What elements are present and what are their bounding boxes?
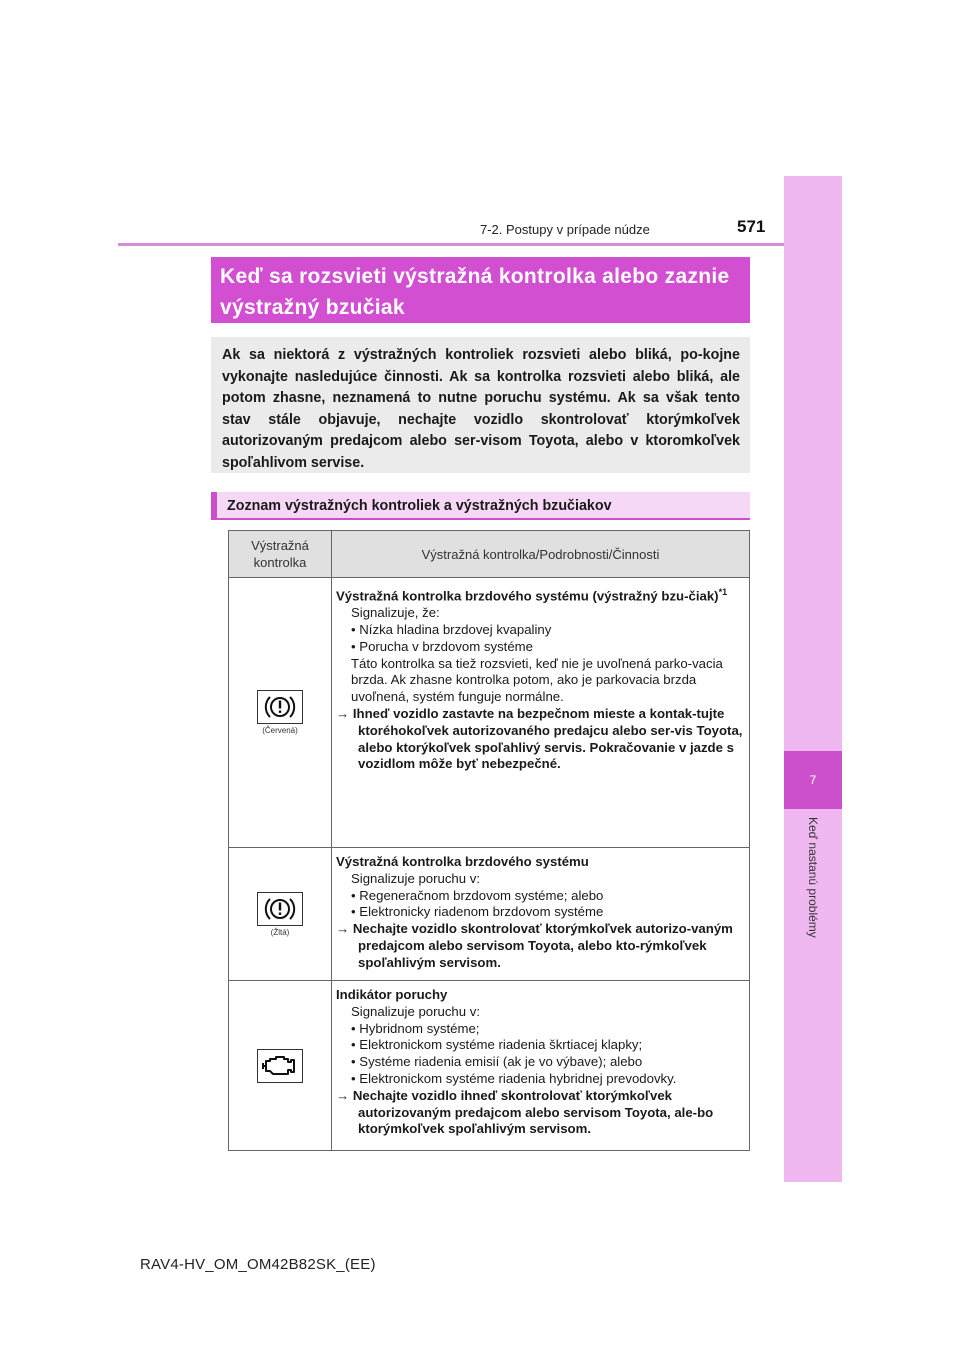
signal-intro: Signalizuje poruchu v: bbox=[351, 870, 481, 886]
chapter-number-tab[interactable]: 7 bbox=[784, 751, 842, 809]
action-text: → Ihneď vozidlo zastavte na bezpečnom mieste a kontak-tujte ktoréhokoľvek autorizovaného predajcu alebo ser-vis Toyota, alebo ktorýkoľvek spoľahlivý servis. Pokračovanie v jazde s vozidlom môže byť nebezpečné. bbox=[336, 705, 743, 772]
icon-cell bbox=[229, 848, 332, 981]
action-text-content: Nechajte vozidlo skontrolovať ktorýmkoľvek autorizo-vaným predajcom alebo servisom Toyota, alebo kto-rýmkoľvek spoľahlivým servisom. bbox=[352, 921, 733, 970]
warning-light-table bbox=[228, 530, 750, 1151]
details-cell bbox=[332, 578, 750, 848]
document-code: RAV4-HV_OM_OM42B82SK_(EE) bbox=[140, 1256, 376, 1273]
bullet-text: Elektronicky riadenom brzdovom systéme bbox=[359, 904, 604, 920]
table-row bbox=[229, 578, 750, 848]
section-title: 7-2. Postupy v prípade núdze bbox=[480, 222, 650, 237]
engine-check-icon bbox=[257, 1049, 303, 1083]
table-header-row bbox=[229, 531, 750, 578]
details-cell bbox=[332, 981, 750, 1151]
action-text: → Nechajte vozidlo ihneď skontrolovať ktorýmkoľvek autorizovaným predajcom alebo servisom Toyota, ale-bo ktorýmkoľvek spoľahlivým servisom. bbox=[336, 1087, 714, 1137]
bullet-text: Porucha v brzdovom systéme bbox=[359, 638, 533, 654]
bullet-item: • Elektronickom systéme riadenia škrtiacej klapky; bbox=[351, 1037, 643, 1053]
signal-intro: Signalizuje, že: bbox=[351, 605, 440, 621]
warning-title bbox=[336, 584, 747, 605]
icon-cell bbox=[229, 578, 332, 848]
bullet-item: • Hybridnom systéme; bbox=[351, 1020, 480, 1036]
action-text-content: Ihneď vozidlo zastavte na bezpečnom mieste a kontak-tujte ktoréhokoľvek autorizovaného predajcu alebo ser-vis Toyota, alebo ktorýkoľvek spoľahlivý servis. Pokračovanie v jazde s vozidlom môže byť nebezpečné. bbox=[352, 705, 743, 772]
bullet-text: Elektronickom systéme riadenia hybridnej prevodovky. bbox=[359, 1070, 677, 1086]
bullet-text: Regeneračnom brzdovom systéme; alebo bbox=[359, 887, 604, 903]
bullet-item: • Systéme riadenia emisií (ak je vo výbave); alebo bbox=[351, 1054, 643, 1070]
table-row bbox=[229, 981, 750, 1151]
intro-text: Ak sa niektorá z výstražných kontroliek rozsvieti alebo bliká, po-kojne vykonajte nasledujúce činnosti. Ak sa kontrolka rozsvieti alebo bliká, ale potom zhasne, neznamená to nutne poruchu systému. Ak sa však tento stav stále objavuje, nechajte vozidlo skontrolovať ktorýmkoľvek autorizovaným predajcom alebo ser-visom Toyota, alebo v ktoromkoľvek spoľahlivom servise. bbox=[211, 337, 750, 473]
page-title: Keď sa rozsvieti výstražná kontrolka alebo zaznie výstražný bzučiak bbox=[211, 257, 750, 323]
action-text: → Nechajte vozidlo skontrolovať ktorýmkoľvek autorizo-vaným predajcom alebo servisom Toyota, alebo kto-rýmkoľvek spoľahlivým servisom. bbox=[336, 921, 733, 970]
bullet-item: • Nízka hladina brzdovej kvapaliny bbox=[351, 621, 552, 637]
brake-warning-icon bbox=[257, 690, 303, 724]
page-number: 571 bbox=[737, 217, 766, 236]
bullet-text: Systéme riadenia emisií (ak je vo výbave); alebo bbox=[359, 1054, 643, 1070]
table-header-icon: Výstražná kontrolka bbox=[229, 531, 332, 578]
table-row bbox=[229, 848, 750, 981]
warning-title: Výstražná kontrolka brzdového systému bbox=[336, 854, 589, 869]
action-text-content: Nechajte vozidlo ihneď skontrolovať ktorýmkoľvek autorizovaným predajcom alebo servisom Toyota, ale-bo ktorýmkoľvek spoľahlivým servisom. bbox=[352, 1087, 714, 1137]
chapter-label: Keď nastanú problémy bbox=[806, 817, 820, 938]
icon-caption: (Červená) bbox=[262, 726, 298, 735]
bullet-text: Elektronickom systéme riadenia škrtiacej klapky; bbox=[359, 1037, 643, 1053]
bullet-item: • Elektronicky riadenom brzdovom systéme bbox=[351, 904, 604, 920]
details-cell bbox=[332, 848, 750, 981]
bullet-item: • Porucha v brzdovom systéme bbox=[351, 638, 533, 654]
brake-warning-icon bbox=[257, 892, 303, 926]
bullet-item: • Elektronickom systéme riadenia hybridnej prevodovky. bbox=[351, 1070, 677, 1086]
warning-title-text: Výstražná kontrolka brzdového systému (výstražný bzu-čiak) bbox=[336, 588, 719, 604]
table-header-details: Výstražná kontrolka/Podrobnosti/Činnosti bbox=[332, 531, 750, 578]
bullet-item: • Regeneračnom brzdovom systéme; alebo bbox=[351, 887, 604, 903]
warning-note: Táto kontrolka sa tiež rozsvieti, keď nie je uvoľnená parko-vacia brzda. Ak zhasne kontrolka potom, ako je parkovacia brzda uvoľnená, systém funguje normálne. bbox=[351, 655, 723, 705]
bullet-text: Hybridnom systéme; bbox=[359, 1020, 480, 1036]
side-tab-upper bbox=[784, 176, 842, 751]
signal-intro: Signalizuje poruchu v: bbox=[351, 1003, 481, 1019]
subheading-underline bbox=[211, 518, 750, 520]
icon-cell bbox=[229, 981, 332, 1151]
bullet-text: Nízka hladina brzdovej kvapaliny bbox=[359, 621, 552, 637]
chapter-label-container bbox=[784, 809, 842, 989]
section-subheading: Zoznam výstražných kontroliek a výstražných bzučiakov bbox=[211, 492, 750, 520]
header-rule bbox=[118, 243, 784, 246]
footnote-marker: *1 bbox=[718, 587, 728, 597]
icon-caption: (Žltá) bbox=[270, 927, 290, 937]
warning-title: Indikátor poruchy bbox=[336, 987, 448, 1002]
